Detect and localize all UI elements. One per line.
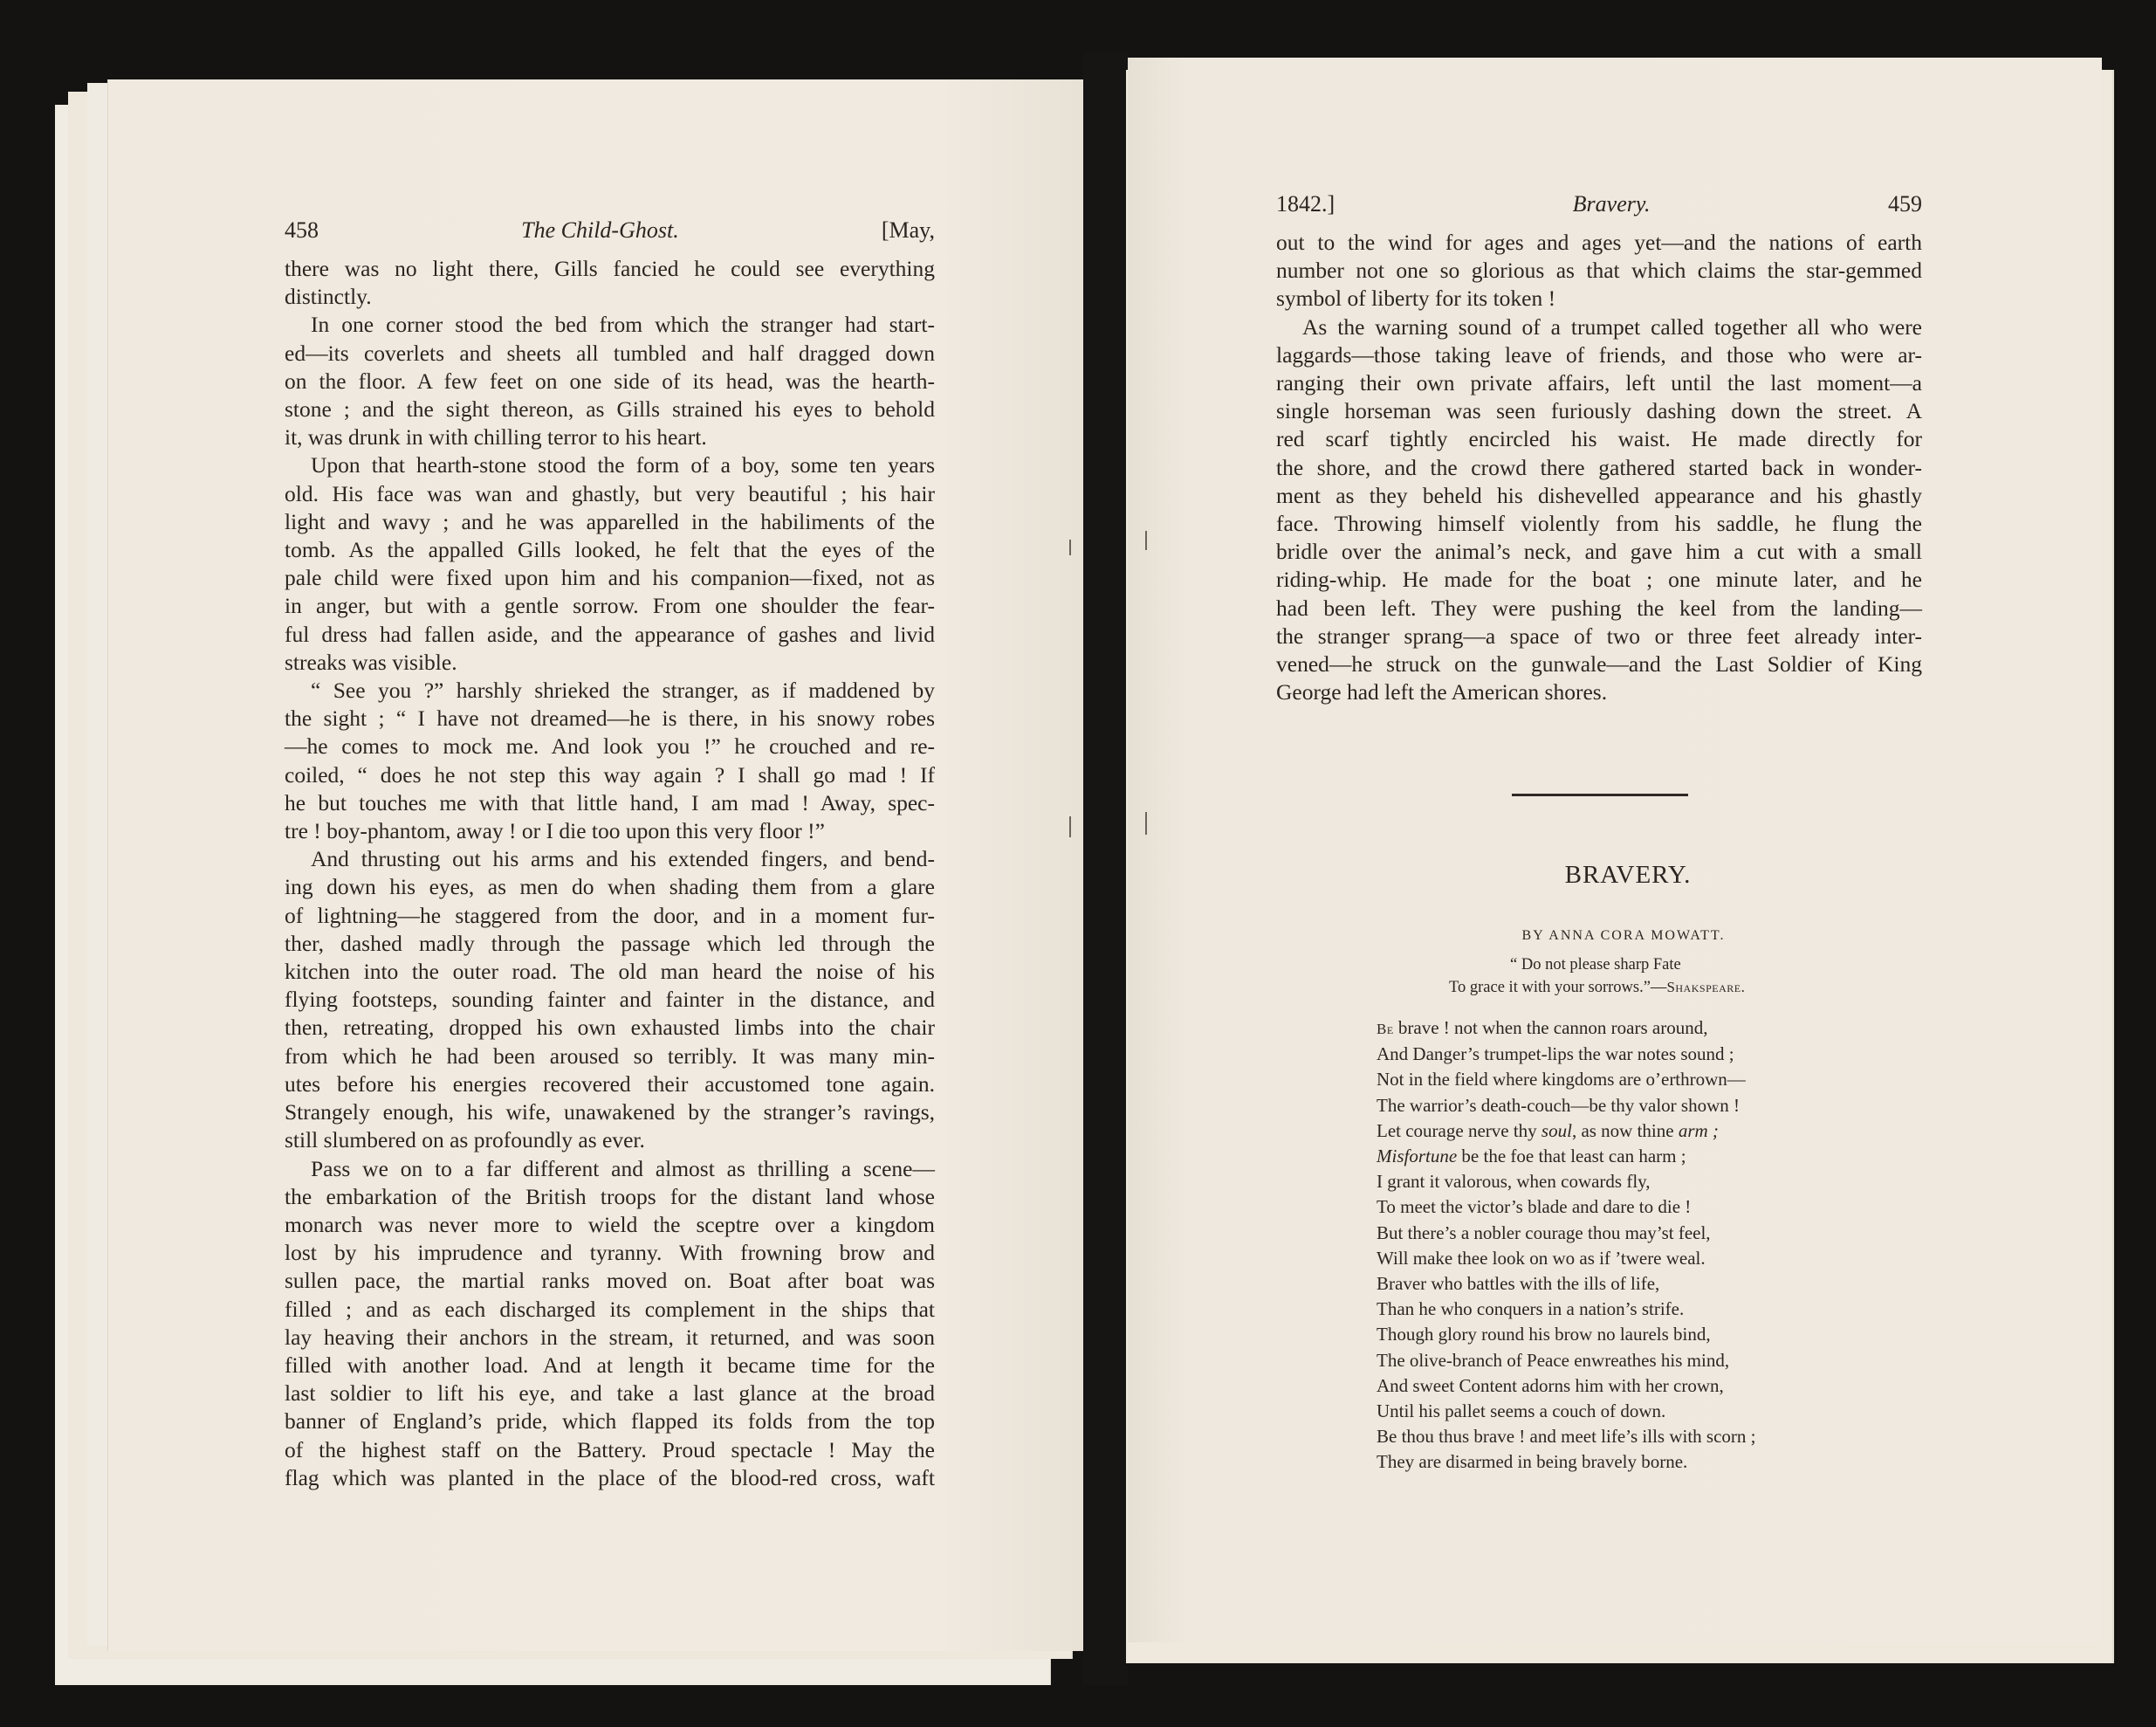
text-line: In one corner stood the bed from which the stranger had start-: [311, 312, 935, 338]
text-line: distinctly.: [285, 284, 372, 310]
text-line: single horseman was seen furiously dashing down the street. A: [1276, 398, 1922, 424]
poem-line: The warrior’s death-couch—be thy valor shown !: [1377, 1094, 1740, 1116]
book-spine-gap: [1083, 52, 1128, 1685]
epigraph-line: “ Do not please sharp Fate: [1510, 956, 1681, 974]
text-line: George had left the American shores.: [1276, 679, 1608, 705]
right-page-text: [1276, 190, 1922, 706]
poem-line: I grant it valorous, when cowards fly,: [1377, 1171, 1651, 1193]
text-line: he but touches me with that little hand, I am mad ! Away, spec-: [285, 789, 935, 815]
poem-line: Until his pallet seems a couch of down.: [1377, 1400, 1666, 1422]
epigraph-line: [1449, 976, 1842, 999]
running-title: Bravery.: [1572, 191, 1651, 217]
poem-line: Will make thee look on wo as if ’twere weal.: [1377, 1247, 1706, 1269]
poem-line: But there’s a nobler courage thou may’st feel,: [1377, 1221, 1711, 1243]
body-text: [1276, 229, 1922, 706]
text-line: monarch was never more to wield the sceptre over a kingdom: [285, 1211, 935, 1237]
text-line: in anger, but with a gentle sorrow. From one shoulder the fear-: [285, 593, 935, 619]
text-line: —he comes to mock me. And look you !” he crouched and re-: [285, 733, 935, 760]
poem-line: [1377, 1144, 1830, 1169]
text-line: symbol of liberty for its token !: [1276, 286, 1556, 312]
poem-line-text: Let courage nerve thy: [1377, 1119, 1541, 1141]
text-line: of the highest staff on the Battery. Proud spectacle ! May the: [285, 1436, 935, 1462]
text-line: And thrusting out his arms and his extended fingers, and bend-: [311, 846, 935, 872]
poem-byline: BY ANNA CORA MOWATT.: [1521, 928, 1726, 943]
body-text: [285, 255, 935, 1492]
text-line: pale child were fixed upon him and his companion—fixed, not as: [285, 565, 935, 591]
poem-line: Than he who conquers in a nation’s strife.: [1377, 1298, 1685, 1320]
text-line: tomb. As the appalled Gills looked, he felt that the eyes of the: [285, 537, 935, 563]
left-page-text: [285, 217, 935, 1492]
poem-line: And Danger’s trumpet-lips the war notes sound ;: [1377, 1043, 1734, 1065]
page-number: 459: [1887, 191, 1922, 217]
text-line: vened—he struck on the gunwale—and the Last Soldier of King: [1276, 651, 1922, 678]
text-line: tre ! boy-phantom, away ! or I die too upon this very floor !”: [285, 818, 825, 844]
poem-emphasis: Misfortune: [1377, 1146, 1458, 1167]
page-number: 458: [285, 217, 319, 243]
text-line: filled ; and as each discharged its complement in the ships that: [285, 1296, 935, 1322]
text-line: ment as they beheld his dishevelled appearance and his ghastly: [1276, 482, 1922, 508]
poem-line: To meet the victor’s blade and dare to die !: [1377, 1196, 1692, 1218]
running-year: 1842.]: [1276, 191, 1335, 217]
epigraph-attribution: Shakspeare.: [1666, 979, 1746, 995]
text-line: Pass we on to a far different and almost as thrilling a scene—: [311, 1155, 935, 1181]
text-line: light and wavy ; and he was apparelled in the habiliments of the: [285, 508, 935, 534]
epigraph-text: To grace it with your sorrows.”—: [1449, 979, 1667, 996]
text-line: on the floor. A few feet on one side of its head, was the hearth-: [285, 368, 935, 394]
text-line: ing down his eyes, as men do when shading them from a glare: [285, 874, 935, 900]
text-line: laggards—those taking leave of friends, and those who were ar-: [1276, 341, 1922, 368]
text-line: face. Throwing himself violently from his saddle, he flung the: [1276, 511, 1922, 537]
text-line: As the warning sound of a trumpet called together all who were: [1302, 313, 1922, 340]
text-line: kitchen into the outer road. The old man heard the noise of his: [285, 959, 935, 985]
text-line: then, retreating, dropped his own exhausted limbs into the chair: [285, 1015, 935, 1041]
text-line: the shore, and the crowd there gathered started back in wonder-: [1276, 454, 1922, 480]
text-line: the stranger sprang—a space of two or three feet already inter-: [1276, 623, 1922, 649]
poem-line-text: , as now thine: [1571, 1119, 1679, 1141]
binding-mark: [1145, 812, 1147, 835]
drop-word: Be: [1377, 1021, 1394, 1037]
text-line: the sight ; “ I have not dreamed—he is there, in his snowy robes: [285, 705, 935, 732]
poem-body: [1377, 1015, 1830, 1476]
text-line: flag which was planted in the place of the blood-red cross, waft: [285, 1464, 935, 1490]
text-line: last soldier to lift his eye, and take a last glance at the broad: [285, 1380, 935, 1407]
text-line: old. His face was wan and ghastly, but very beautiful ; his hair: [285, 480, 935, 506]
text-line: Upon that hearth-stone stood the form of a boy, some ten years: [311, 452, 935, 478]
text-line: utes before his energies recovered their accustomed tone again.: [285, 1070, 935, 1097]
text-line: out to the wind for ages and ages yet—and the nations of earth: [1276, 230, 1922, 255]
text-line: from which he had been aroused so terribly. It was many min-: [285, 1042, 935, 1069]
poem-line-text: be the foe that least can harm ;: [1457, 1146, 1686, 1167]
running-head: [1276, 190, 1922, 229]
text-line: ranging their own private affairs, left until the last moment—a: [1276, 370, 1922, 396]
text-line: banner of England’s pride, which flapped its folds from the top: [285, 1408, 935, 1435]
poem-emphasis: soul: [1541, 1119, 1572, 1141]
text-line: ful dress had fallen aside, and the appearance of gashes and livid: [285, 621, 935, 647]
poem-line: Be thou thus brave ! and meet life’s ills with scorn ;: [1377, 1426, 1756, 1448]
text-line: bridle over the animal’s neck, and gave him a cut with a small: [1276, 539, 1922, 565]
text-line: sullen pace, the martial ranks moved on. Boat after boat was: [285, 1268, 935, 1294]
text-line: streaks was visible.: [285, 649, 457, 675]
text-line: of lightning—he staggered from the door, and in a moment fur-: [285, 902, 935, 928]
poem-line: They are disarmed in being bravely borne.: [1377, 1451, 1688, 1473]
text-line: filled with another load. And at length it became time for the: [285, 1352, 935, 1378]
binding-mark: [1145, 531, 1147, 550]
poem-line: [1377, 1015, 1830, 1042]
section-divider-rule: [1512, 794, 1688, 796]
text-line: coiled, “ does he not step this way again ? I shall go mad ! If: [285, 761, 935, 788]
poem-line: And sweet Content adorns him with her crown,: [1377, 1374, 1724, 1396]
text-line: “ See you ?” harshly shrieked the stranger, as if maddened by: [311, 678, 935, 704]
text-line: stone ; and the sight thereon, as Gills strained his eyes to behold: [285, 396, 935, 423]
poem-line: Not in the field where kingdoms are o’erthrown—: [1377, 1069, 1746, 1091]
poem-line: Though glory round his brow no laurels bind,: [1377, 1324, 1711, 1345]
text-line: lay heaving their anchors in the stream, it returned, and was soon: [285, 1324, 935, 1350]
binding-mark: [1069, 816, 1071, 837]
text-line: still slumbered on as profoundly as ever.: [285, 1127, 645, 1153]
poem-line: [1377, 1118, 1830, 1144]
text-line: there was no light there, Gills fancied he could see everything: [285, 256, 935, 281]
binding-mark: [1069, 540, 1071, 555]
running-title: The Child-Ghost.: [521, 217, 679, 243]
poem-line: The olive-branch of Peace enwreathes his mind,: [1377, 1349, 1730, 1371]
text-line: riding-whip. He made for the boat ; one minute later, and he: [1276, 567, 1922, 593]
poem-line-text: brave ! not when the cannon roars around,: [1393, 1017, 1708, 1038]
text-line: number not one so glorious as that which claims the star-gemmed: [1276, 258, 1922, 284]
text-line: Strangely enough, his wife, unawakened by the stranger’s ravings,: [285, 1099, 935, 1125]
text-line: lost by his imprudence and tyranny. With frowning brow and: [285, 1240, 935, 1266]
running-date: [May,: [881, 217, 935, 243]
text-line: it, was drunk in with chilling terror to his heart.: [285, 424, 707, 451]
text-line: red scarf tightly encircled his waist. He made directly for: [1276, 426, 1922, 452]
poem-line: Braver who battles with the ills of life,: [1377, 1273, 1660, 1295]
text-line: flying footsteps, sounding fainter and fainter in the distance, and: [285, 987, 935, 1013]
poem-emphasis: arm ;: [1678, 1119, 1719, 1141]
text-line: ed—its coverlets and sheets all tumbled and half dragged down: [285, 340, 935, 366]
running-head: [285, 217, 935, 255]
text-line: had been left. They were pushing the keel from the landing—: [1276, 595, 1922, 621]
epigraph: [1449, 954, 1842, 999]
poem-title: BRAVERY.: [1564, 861, 1692, 889]
text-line: ther, dashed madly through the passage which led through the: [285, 930, 935, 956]
text-line: the embarkation of the British troops for the distant land whose: [285, 1183, 935, 1209]
